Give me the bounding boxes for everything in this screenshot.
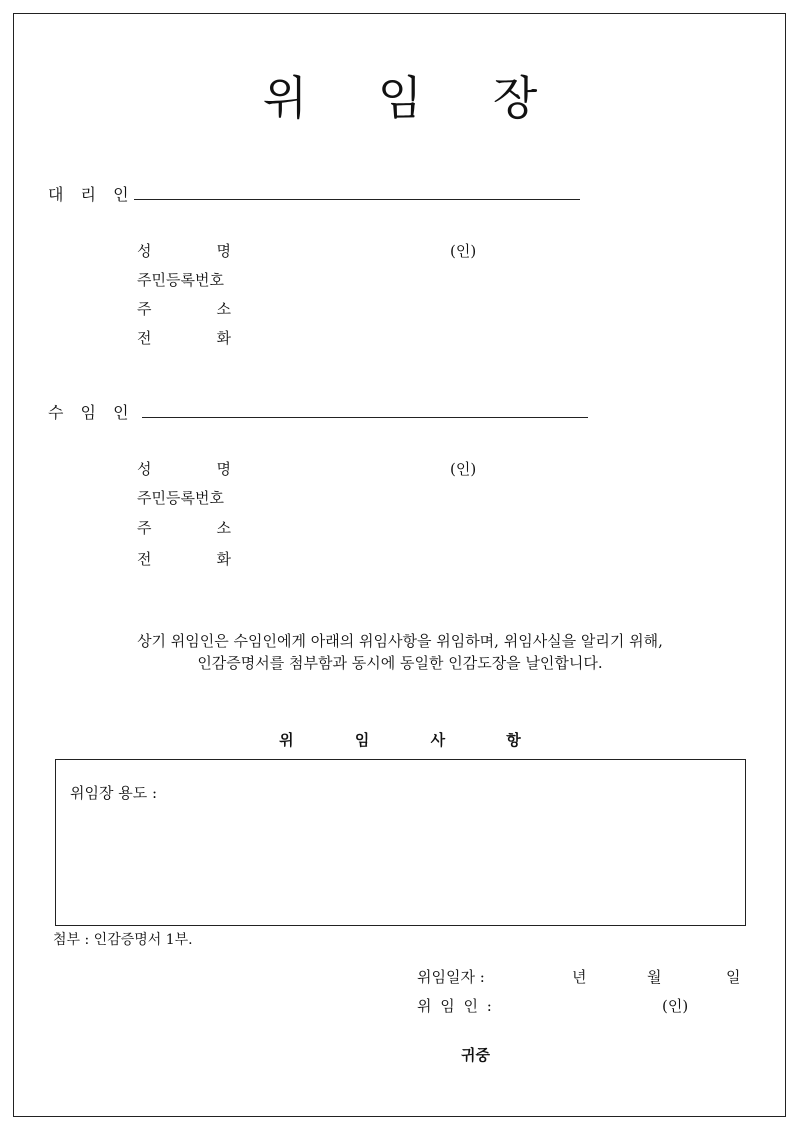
document-title: 위 임 장	[262, 71, 566, 125]
delegator-id-label: 주민등록번호	[137, 271, 224, 289]
delegation-items-box[interactable]	[55, 759, 746, 926]
footer-delegator-label: 위 임 인 :	[417, 997, 494, 1015]
delegatee-address-label	[137, 517, 231, 538]
document-border	[13, 13, 786, 1117]
footer-seal: (인)	[662, 997, 689, 1015]
delegatee-underline[interactable]	[142, 417, 588, 418]
statement-line-2: 인감증명서를 첨부함과 동시에 동일한 인감도장을 날인합니다.	[197, 654, 603, 672]
delegator-name-label	[137, 240, 231, 261]
phone-char-2: 화	[216, 329, 231, 347]
phone-char-1: 전	[137, 550, 152, 568]
delegator-seal: (인)	[450, 242, 477, 260]
statement-line-1: 상기 위임인은 수임인에게 아래의 위임사항을 위임하며, 위임사실을 알리기 위해,	[137, 632, 663, 650]
attachment-note: 첨부 : 인감증명서 1부.	[53, 932, 193, 948]
address-char-1: 주	[137, 519, 152, 537]
delegator-address-label	[137, 298, 231, 319]
delegatee-id-label: 주민등록번호	[137, 489, 224, 507]
phone-char-2: 화	[216, 550, 231, 568]
address-char-2: 소	[216, 519, 231, 537]
section-title: 위 임 사 항	[279, 731, 549, 749]
delegatee-seal: (인)	[450, 460, 477, 478]
delegator-phone-label	[137, 327, 231, 348]
delegatee-phone-label	[137, 548, 231, 569]
date-label: 위임일자 :	[417, 968, 485, 986]
month-label: 월	[647, 968, 662, 986]
delegator-underline[interactable]	[134, 199, 580, 200]
address-char-1: 주	[137, 300, 152, 318]
delegatee-label: 수 임 인	[48, 403, 135, 422]
recipient-label: 귀중	[461, 1046, 490, 1064]
phone-char-1: 전	[137, 329, 152, 347]
statement-paragraph	[0, 630, 800, 674]
day-label: 일	[726, 968, 741, 986]
delegator-label: 대 리 인	[48, 185, 135, 204]
year-label: 년	[572, 968, 587, 986]
delegatee-name-label	[137, 458, 231, 479]
name-char-2: 명	[216, 460, 231, 478]
name-char-1: 성	[137, 460, 152, 478]
purpose-label: 위임장 용도 :	[70, 784, 158, 802]
address-char-2: 소	[216, 300, 231, 318]
name-char-1: 성	[137, 242, 152, 260]
name-char-2: 명	[216, 242, 231, 260]
